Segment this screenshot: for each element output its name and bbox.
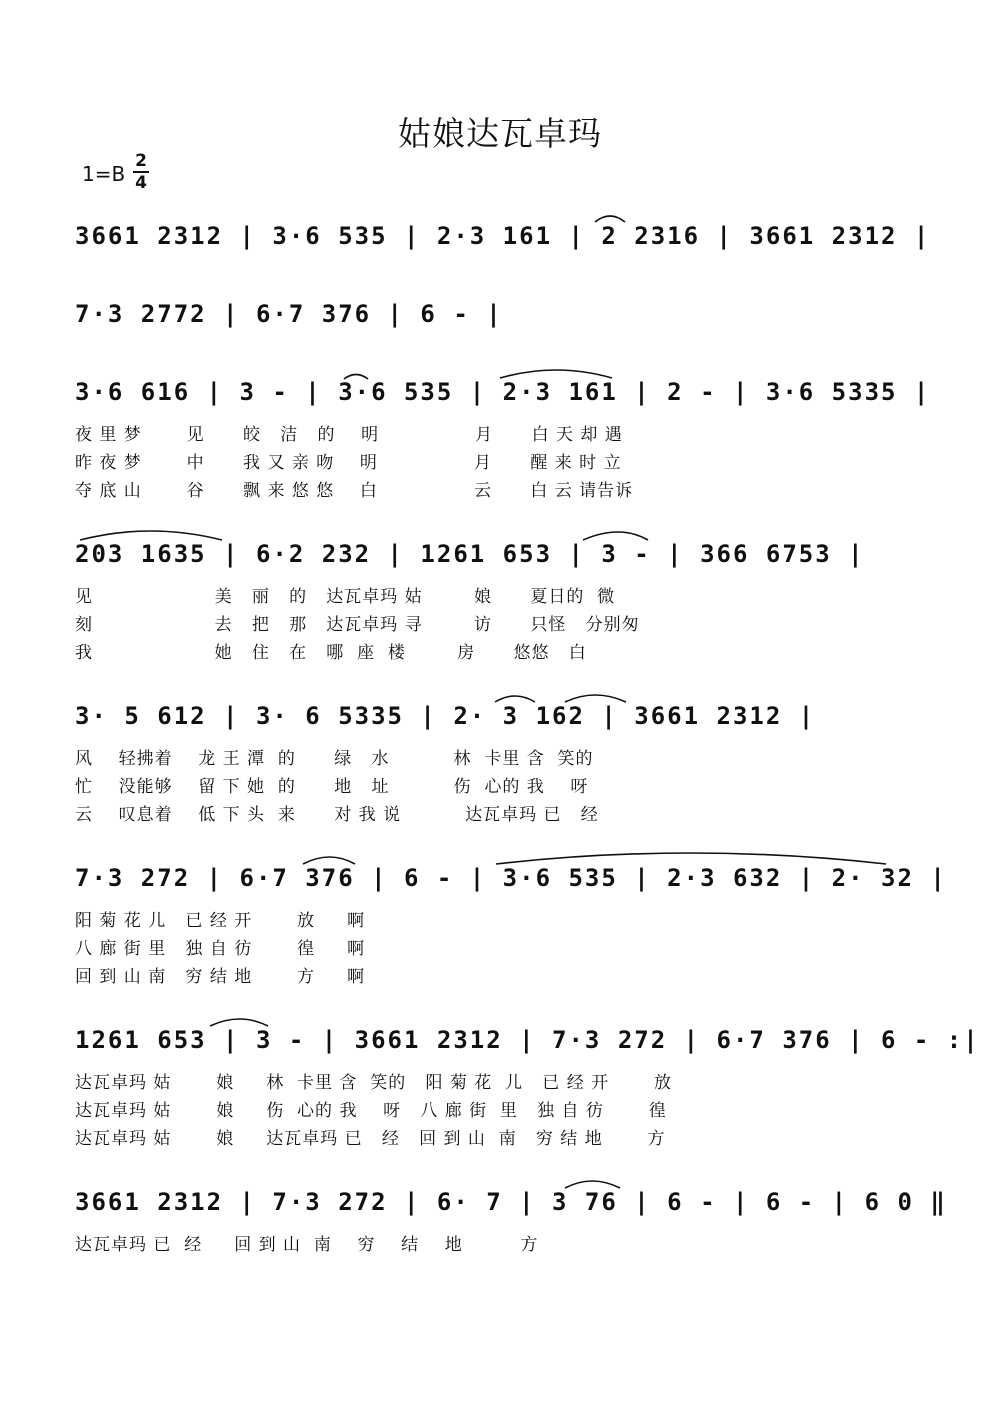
- slur-mark: [303, 857, 355, 864]
- lyric-line: 云 叹息着 低 下 头 来 对 我 说 达瓦卓玛 已 经: [75, 805, 599, 825]
- time-signature-top: 2: [135, 151, 147, 171]
- lyric-line: 昨 夜 梦 中 我 又 亲 吻 明 月 醒 来 时 立: [75, 453, 622, 473]
- lyric-line: 刻 去 把 那 达瓦卓玛 寻 访 只怪 分别匆: [75, 615, 640, 635]
- slur-mark: [565, 1181, 620, 1188]
- lyric-line: 见 美 丽 的 达瓦卓玛 姑 娘 夏日的 微: [75, 587, 616, 607]
- song-title: 姑娘达瓦卓玛: [398, 114, 602, 153]
- lyric-line: 风 轻拂着 龙 王 潭 的 绿 水 林 卡里 含 笑的: [75, 749, 594, 769]
- slur-mark: [80, 531, 222, 540]
- notation-line: 7·3 272 | 6·7 376 | 6 - | 3·6 535 | 2·3 632 | 2· 32 |: [75, 864, 947, 892]
- notation-line: 1261 653 | 3 - | 3661 2312 | 7·3 272 | 6·7 376 | 6 - :|: [75, 1026, 980, 1054]
- slur-mark: [583, 532, 648, 540]
- notation-line: 3· 5 612 | 3· 6 5335 | 2· 3 162 | 3661 2312 |: [75, 702, 816, 730]
- lyric-line: 达瓦卓玛 姑 娘 林 卡里 含 笑的 阳 菊 花 儿 已 经 开 放: [75, 1073, 672, 1093]
- lyric-line: 回 到 山 南 穷 结 地 方 啊: [75, 967, 366, 987]
- lyric-line: 我 她 住 在 哪 座 楼 房 悠悠 白: [75, 643, 587, 663]
- lyric-line: 八 廊 街 里 独 自 彷 徨 啊: [75, 939, 366, 959]
- slur-mark: [496, 853, 886, 864]
- lyric-line: 阳 菊 花 儿 已 经 开 放 啊: [75, 911, 366, 931]
- key-signature: 1=B: [82, 162, 126, 186]
- lyric-line: 夜 里 梦 见 皎 洁 的 明 月 白 天 却 遇: [75, 425, 623, 445]
- time-signature: [133, 152, 149, 192]
- slur-mark: [500, 370, 612, 378]
- notation-line: 203 1635 | 6·2 232 | 1261 653 | 3 - | 366 6753 |: [75, 540, 865, 568]
- lyric-line: 夺 底 山 谷 飘 来 悠 悠 白 云 白 云 请告诉: [75, 481, 634, 501]
- lyric-line: 达瓦卓玛 姑 娘 达瓦卓玛 已 经 回 到 山 南 穷 结 地 方: [75, 1129, 666, 1149]
- notation-line: 3·6 616 | 3 - | 3·6 535 | 2·3 161 | 2 - | 3·6 5335 |: [75, 378, 931, 406]
- slur-mark: [565, 695, 626, 702]
- lyric-line: 达瓦卓玛 姑 娘 伤 心的 我 呀 八 廊 街 里 独 自 彷 徨: [75, 1101, 667, 1121]
- lyric-line: 忙 没能够 留 下 她 的 地 址 伤 心的 我 呀: [75, 777, 589, 797]
- lyric-line: 达瓦卓玛 已 经 回 到 山 南 穷 结 地 方: [75, 1235, 539, 1255]
- notation-line: 3661 2312 | 3·6 535 | 2·3 161 | 2 2316 | 3661 2312 |: [75, 222, 931, 250]
- notation-line: 3661 2312 | 7·3 272 | 6· 7 | 3 76 | 6 - | 6 - | 6 0 ‖: [75, 1188, 947, 1216]
- slur-mark: [210, 1019, 268, 1026]
- time-signature-bottom: 4: [135, 173, 147, 193]
- notation-line: 7·3 2772 | 6·7 376 | 6 - |: [75, 300, 503, 328]
